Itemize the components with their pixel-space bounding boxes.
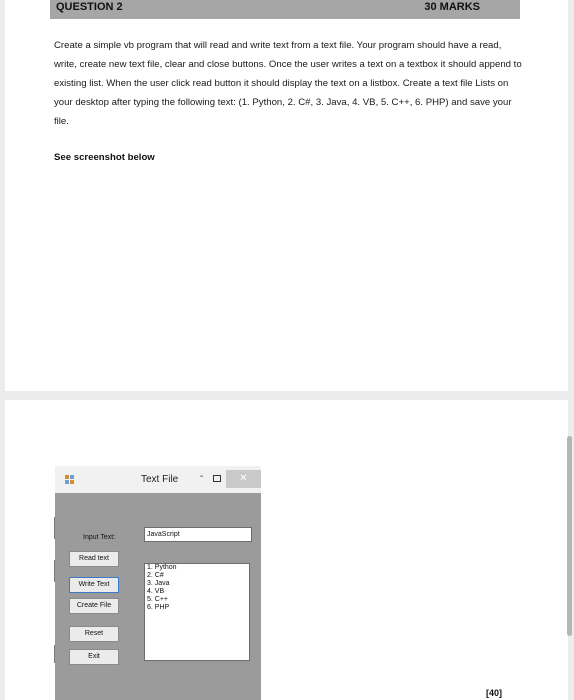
form-window — [55, 466, 261, 700]
text-listbox[interactable] — [144, 563, 250, 661]
list-item[interactable]: 2. C# — [147, 572, 164, 579]
minimize-icon[interactable]: - — [200, 471, 204, 482]
question-title: QUESTION 2 — [56, 1, 123, 13]
question-header-bar — [50, 0, 520, 19]
write-text-button[interactable]: Write Text — [69, 577, 119, 593]
list-item[interactable]: 5. C++ — [147, 596, 169, 603]
app-icon — [65, 475, 75, 484]
list-item[interactable]: 6. PHP — [147, 604, 170, 611]
scrollbar[interactable] — [567, 436, 572, 636]
maximize-icon[interactable] — [213, 475, 221, 482]
total-marks: [40] — [486, 688, 503, 698]
question-marks: 30 MARKS — [424, 1, 480, 13]
create-file-button[interactable]: Create File — [69, 598, 119, 614]
list-item[interactable]: 3. Java — [147, 580, 170, 587]
input-textbox[interactable]: JavaScript — [144, 527, 252, 542]
exit-button[interactable]: Exit — [69, 649, 119, 665]
list-item[interactable]: 4. VB — [147, 588, 165, 595]
close-icon[interactable]: ✕ — [226, 470, 261, 488]
form-title: Text File — [141, 474, 179, 485]
form-title-bar — [55, 466, 261, 493]
see-screenshot-label: See screenshot below — [54, 152, 155, 163]
list-item[interactable]: 1. Python — [147, 564, 177, 571]
question-paragraph: Create a simple vb program that will read and write text from a text file. Your program should have a read, write, create new text file, clear and close buttons. Once the user writes a text on a textbox it should append to existing list. When the user click read button it should display the text on a listbox. Create a text file Lists on your desktop after typing the following text: (1. Python, 2. C#, 3. Java, 4. VB, 5. C++, 6. PHP) and save your file. — [54, 40, 522, 127]
read-text-button[interactable]: Read text — [69, 551, 119, 567]
input-text-label: Input Text: — [83, 534, 116, 541]
reset-button[interactable]: Reset — [69, 626, 119, 642]
